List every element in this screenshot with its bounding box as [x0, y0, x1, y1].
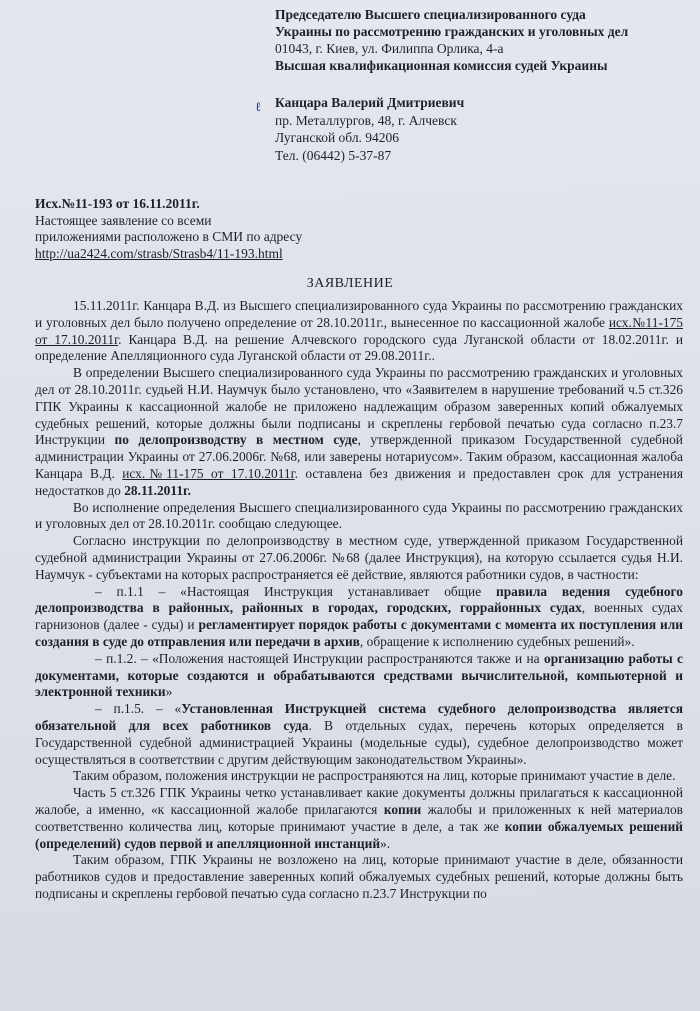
bold-run: копии обжалуемых решений (определений) судов первой и апелляционной инстанций: [35, 818, 684, 851]
text-run: , утвержденной приказом Государственной судебной администрации Украины от 27.06.2006г. №68, или заверены нотариусом». Таким образом, кассационная жалоба Канцара В.Д.: [35, 432, 683, 481]
paragraph: Таким образом, положения инструкции не распространяются на лиц, которые принимают участие в деле.: [73, 768, 676, 784]
bold-run: регламентирует порядок работы с документами с момента их поступления или создания в суде до отправления или передачи в архив: [35, 617, 683, 649]
text-run: . Канцара В.Д. на решение Алчевского городского суда Луганской области от 18.02.2011г. и определение Апелляционного суда Луганской области от 29.08.2011г..: [35, 331, 683, 364]
paragraph: [35, 298, 683, 365]
sender-name: Канцара Валерий Дмитриевич: [275, 95, 465, 110]
text-run: . В отдельных судах, перечень которых определяется в Государственной судебной администрацией Украины (модельные суды), судебное делопроизводство может осуществляться в соответствии с другим действующим законодательством Украины».: [35, 717, 683, 767]
reference-block: [35, 196, 355, 262]
bold-run: организацию работы с документами, которые создаются и обрабатываются средствами вычислительной, компьютерной и электронной техники: [35, 650, 683, 700]
addressee-address: 01043, г. Киев, ул. Филиппа Орлика, 4-а: [275, 41, 504, 56]
addressee-line: Украины по рассмотрению гражданских и уголовных дел: [275, 24, 629, 39]
outgoing-number: Исх.№11-193 от 16.11.2011г.: [35, 196, 200, 211]
text-run: – п.1.1 – «Настоящая Инструкция устанавливает общие: [95, 583, 497, 599]
paragraph: [35, 651, 683, 701]
paragraph: Согласно инструкции по делопроизводству в местном суде, утвержденной приказом Государственной судебной администрации Украины от 27.06.2006г. №68 (далее Инструкция), на которую ссылается судья Н.И. Наумчук - субъектами на которых распространяется её действие, являются работники судов, в частности:: [35, 533, 683, 582]
text-run: – п.1.2. – «Положения настоящей Инструкции распространяются также и на: [95, 650, 544, 666]
text-run: , военных судах гарнизонов (далее - суды) и: [35, 600, 683, 633]
text-run: Часть 5 ст.326 ГПК Украины четко устанавливает какие документы должны прилагаться к кассационной жалобе, а именно, «к кассационной жалобе прилагаются: [35, 785, 683, 817]
text-run: 15.11.2011г. Канцара В.Д. из Высшего специализированного суда Украины по рассмотрению гражданских и уголовных дел было получено определение от 28.10.2011г., вынесенное по кассационной жалобе: [35, 298, 683, 330]
handwritten-mark: ℓ: [255, 99, 262, 114]
underlined-ref: исх.№11-175 от 17.10.2011г: [122, 465, 295, 481]
bold-run: правила ведения судебного делопроизводства в районных, районных в городах, городских, горрайонных судах: [35, 583, 683, 616]
text-run: жалобы и приложенных к ней материалов соответственно количества лиц, которые принимают участие в деле, а так же: [35, 801, 684, 834]
text-run: »: [165, 684, 173, 700]
reference-note: Настоящее заявление со всеми: [35, 212, 212, 228]
bold-run: Установленная Инструкцией система судебного делопроизводства является обязательной для всех работников суда: [35, 701, 683, 733]
addressee-line: Высшая квалификационная комиссия судей Украины: [275, 58, 608, 73]
reference-url[interactable]: http://ua2424.com/strasb/Strasb4/11-193.html: [35, 245, 283, 261]
text-run: ».: [380, 835, 391, 851]
addressee-block: [275, 6, 675, 74]
bold-run: 28.11.2011г.: [124, 482, 191, 498]
document-body: [35, 298, 683, 903]
paragraph: [35, 365, 683, 499]
text-run: . оставлена без движения и предоставлен срок для устранения недостатков до: [35, 465, 683, 498]
sender-phone: Тел. (06442) 5-37-87: [275, 147, 392, 163]
reference-note: приложениями расположено в СМИ по адресу: [35, 229, 303, 244]
text-run: В определении Высшего специализированного суда Украины по рассмотрению гражданских и уголовных дел от 28.10.2011г. судьей Н.И. Наумчук было установлено, что «Заявителем в нарушение требований ч.5 ст.326 ГПК Украины к кассационной жалобе не приложено надлежащим образом заверенных копий обжалуемых судебных решений, которые должны были подписаны и скреплены гербовой печатью суда согласно п.23.7 Инструкции: [35, 365, 683, 448]
underlined-ref: исх.№11-175 от 17.10.2011г: [35, 314, 683, 347]
addressee-line: Председателю Высшего специализированного суда: [275, 7, 586, 22]
paragraph: [35, 584, 683, 651]
text-run: – п.1.5. – «: [95, 701, 182, 717]
document-title: ЗАЯВЛЕНИЕ: [306, 276, 394, 291]
paragraph: Во исполнение определения Высшего специализированного суда Украины по рассмотрению гражданских и уголовных дел от 28.10.2011г. сообщаю следующее.: [35, 499, 683, 532]
paragraph: [35, 701, 683, 768]
paragraph: [35, 785, 683, 852]
sender-street: пр. Металлургов, 48, г. Алчевск: [275, 112, 457, 128]
sender-block: [255, 94, 675, 164]
bold-run: по делопроизводству в местном суде: [114, 432, 358, 448]
sender-region: Луганской обл. 94206: [275, 130, 400, 145]
bold-run: копии: [383, 801, 422, 817]
paragraph: Таким образом, ГПК Украины не возложено на лиц, которые принимают участие в деле, обязанности работников судов и предоставление заверенных копий обжалуемых судебных решений, которые должны быть подписаны и скреплены гербовой печатью суда согласно п.23.7 Инструкции по: [35, 852, 683, 901]
text-run: , обращение к исполнению судебных решений».: [359, 633, 635, 649]
